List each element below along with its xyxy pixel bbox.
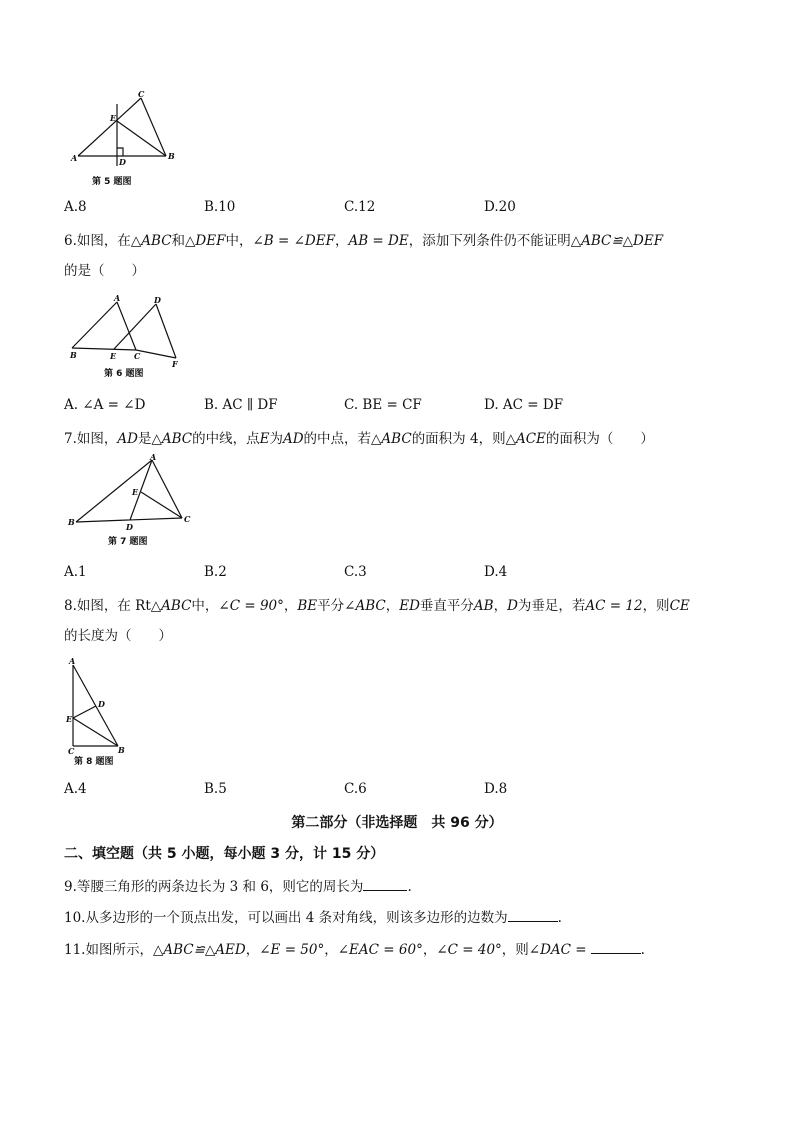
q8-option-c[interactable]: C.6: [344, 781, 367, 797]
q7-option-d[interactable]: D.4: [484, 564, 508, 580]
q5-diagram: [64, 88, 184, 168]
q8-option-b[interactable]: B.5: [204, 781, 227, 797]
q8-stem-line1: 8.如图，在 Rt△ABC中，∠C = 90°，BE平分∠ABC，ED垂直平分AB，D为垂足，若AC = 12，则CE: [64, 598, 690, 614]
q9-stem: 9.等腰三角形的两条边长为 3 和 6，则它的周长为 .: [64, 879, 412, 895]
q8-option-d[interactable]: D.8: [484, 781, 508, 797]
q6-option-c[interactable]: C. BE = CF: [344, 397, 422, 413]
q7-caption: 第 7 题图: [108, 537, 148, 547]
part2-title: 第二部分（非选择题 共 96 分）: [291, 815, 503, 831]
q6-label-b: B: [70, 350, 77, 360]
q10-stem: 10.从多边形的一个顶点出发，可以画出 4 条对角线，则该多边形的边数为 .: [64, 910, 562, 926]
q6-label-a: A: [114, 293, 121, 303]
q5-figure: [64, 88, 184, 188]
q11-answer-blank[interactable]: [591, 941, 641, 954]
q5-label-b: B: [168, 151, 175, 161]
q8-stem-line2: 的长度为（ ）: [64, 628, 172, 644]
q9-answer-blank[interactable]: [363, 878, 407, 891]
q5-label-c: C: [138, 89, 145, 99]
q8-caption: 第 8 题图: [74, 757, 114, 767]
q8-label-a: A: [69, 656, 76, 666]
q10-answer-blank[interactable]: [508, 909, 558, 922]
q7-label-a: A: [150, 452, 157, 462]
q6-label-c: C: [134, 351, 141, 361]
q7-label-e: E: [132, 487, 139, 497]
q6-label-e: E: [110, 351, 117, 361]
q6-option-a[interactable]: A. ∠A = ∠D: [64, 397, 146, 413]
q6-label-f: F: [172, 359, 178, 368]
q6-caption: 第 6 题图: [104, 369, 144, 379]
q8-label-c: C: [68, 746, 75, 755]
q5-caption: 第 5 题图: [92, 177, 132, 187]
q7-option-a[interactable]: A.1: [64, 564, 87, 580]
q8-option-a[interactable]: A.4: [64, 781, 87, 797]
q8-figure: [64, 655, 144, 770]
q5-option-a[interactable]: A.8: [64, 199, 87, 215]
q7-label-d: D: [126, 522, 133, 532]
q7-stem: 7.如图，AD是△ABC的中线，点E为AD的中点，若△ABC的面积为 4，则△ACE的面积为（ ）: [64, 431, 654, 447]
q7-label-c: C: [184, 514, 191, 524]
q7-diagram: [64, 452, 204, 534]
q5-option-c[interactable]: C.12: [344, 199, 376, 215]
q8-label-b: B: [118, 745, 125, 755]
q6-figure: [64, 292, 194, 382]
q5-label-d: D: [119, 157, 126, 167]
q7-figure: [64, 452, 204, 552]
q7-option-c[interactable]: C.3: [344, 564, 367, 580]
q7-label-b: B: [68, 517, 75, 527]
q6-stem-line1: 6.如图，在△ABC和△DEF中，∠B = ∠DEF，AB = DE，添加下列条件仍不能证明△ABC≌△DEF: [64, 233, 664, 249]
q8-diagram: [64, 655, 144, 755]
q5-option-d[interactable]: D.20: [484, 199, 516, 215]
q6-option-d[interactable]: D. AC = DF: [484, 397, 564, 413]
q6-label-d: D: [154, 295, 161, 305]
q6-diagram: [64, 292, 194, 368]
section2-title: 二、填空题（共 5 小题，每小题 3 分，计 15 分）: [64, 846, 385, 862]
q7-option-b[interactable]: B.2: [204, 564, 227, 580]
q5-option-b[interactable]: B.10: [204, 199, 236, 215]
q5-label-e: E: [110, 113, 117, 123]
q8-label-d: D: [98, 699, 105, 709]
q8-label-e: E: [66, 714, 73, 724]
q11-stem: 11.如图所示，△ABC≌△AED，∠E = 50°，∠EAC = 60°，∠C = 40°，则∠DAC = .: [64, 942, 645, 958]
q5-label-a: A: [71, 153, 78, 163]
q6-stem-line2: 的是（ ）: [64, 263, 145, 279]
q6-option-b[interactable]: B. AC ∥ DF: [204, 397, 278, 413]
